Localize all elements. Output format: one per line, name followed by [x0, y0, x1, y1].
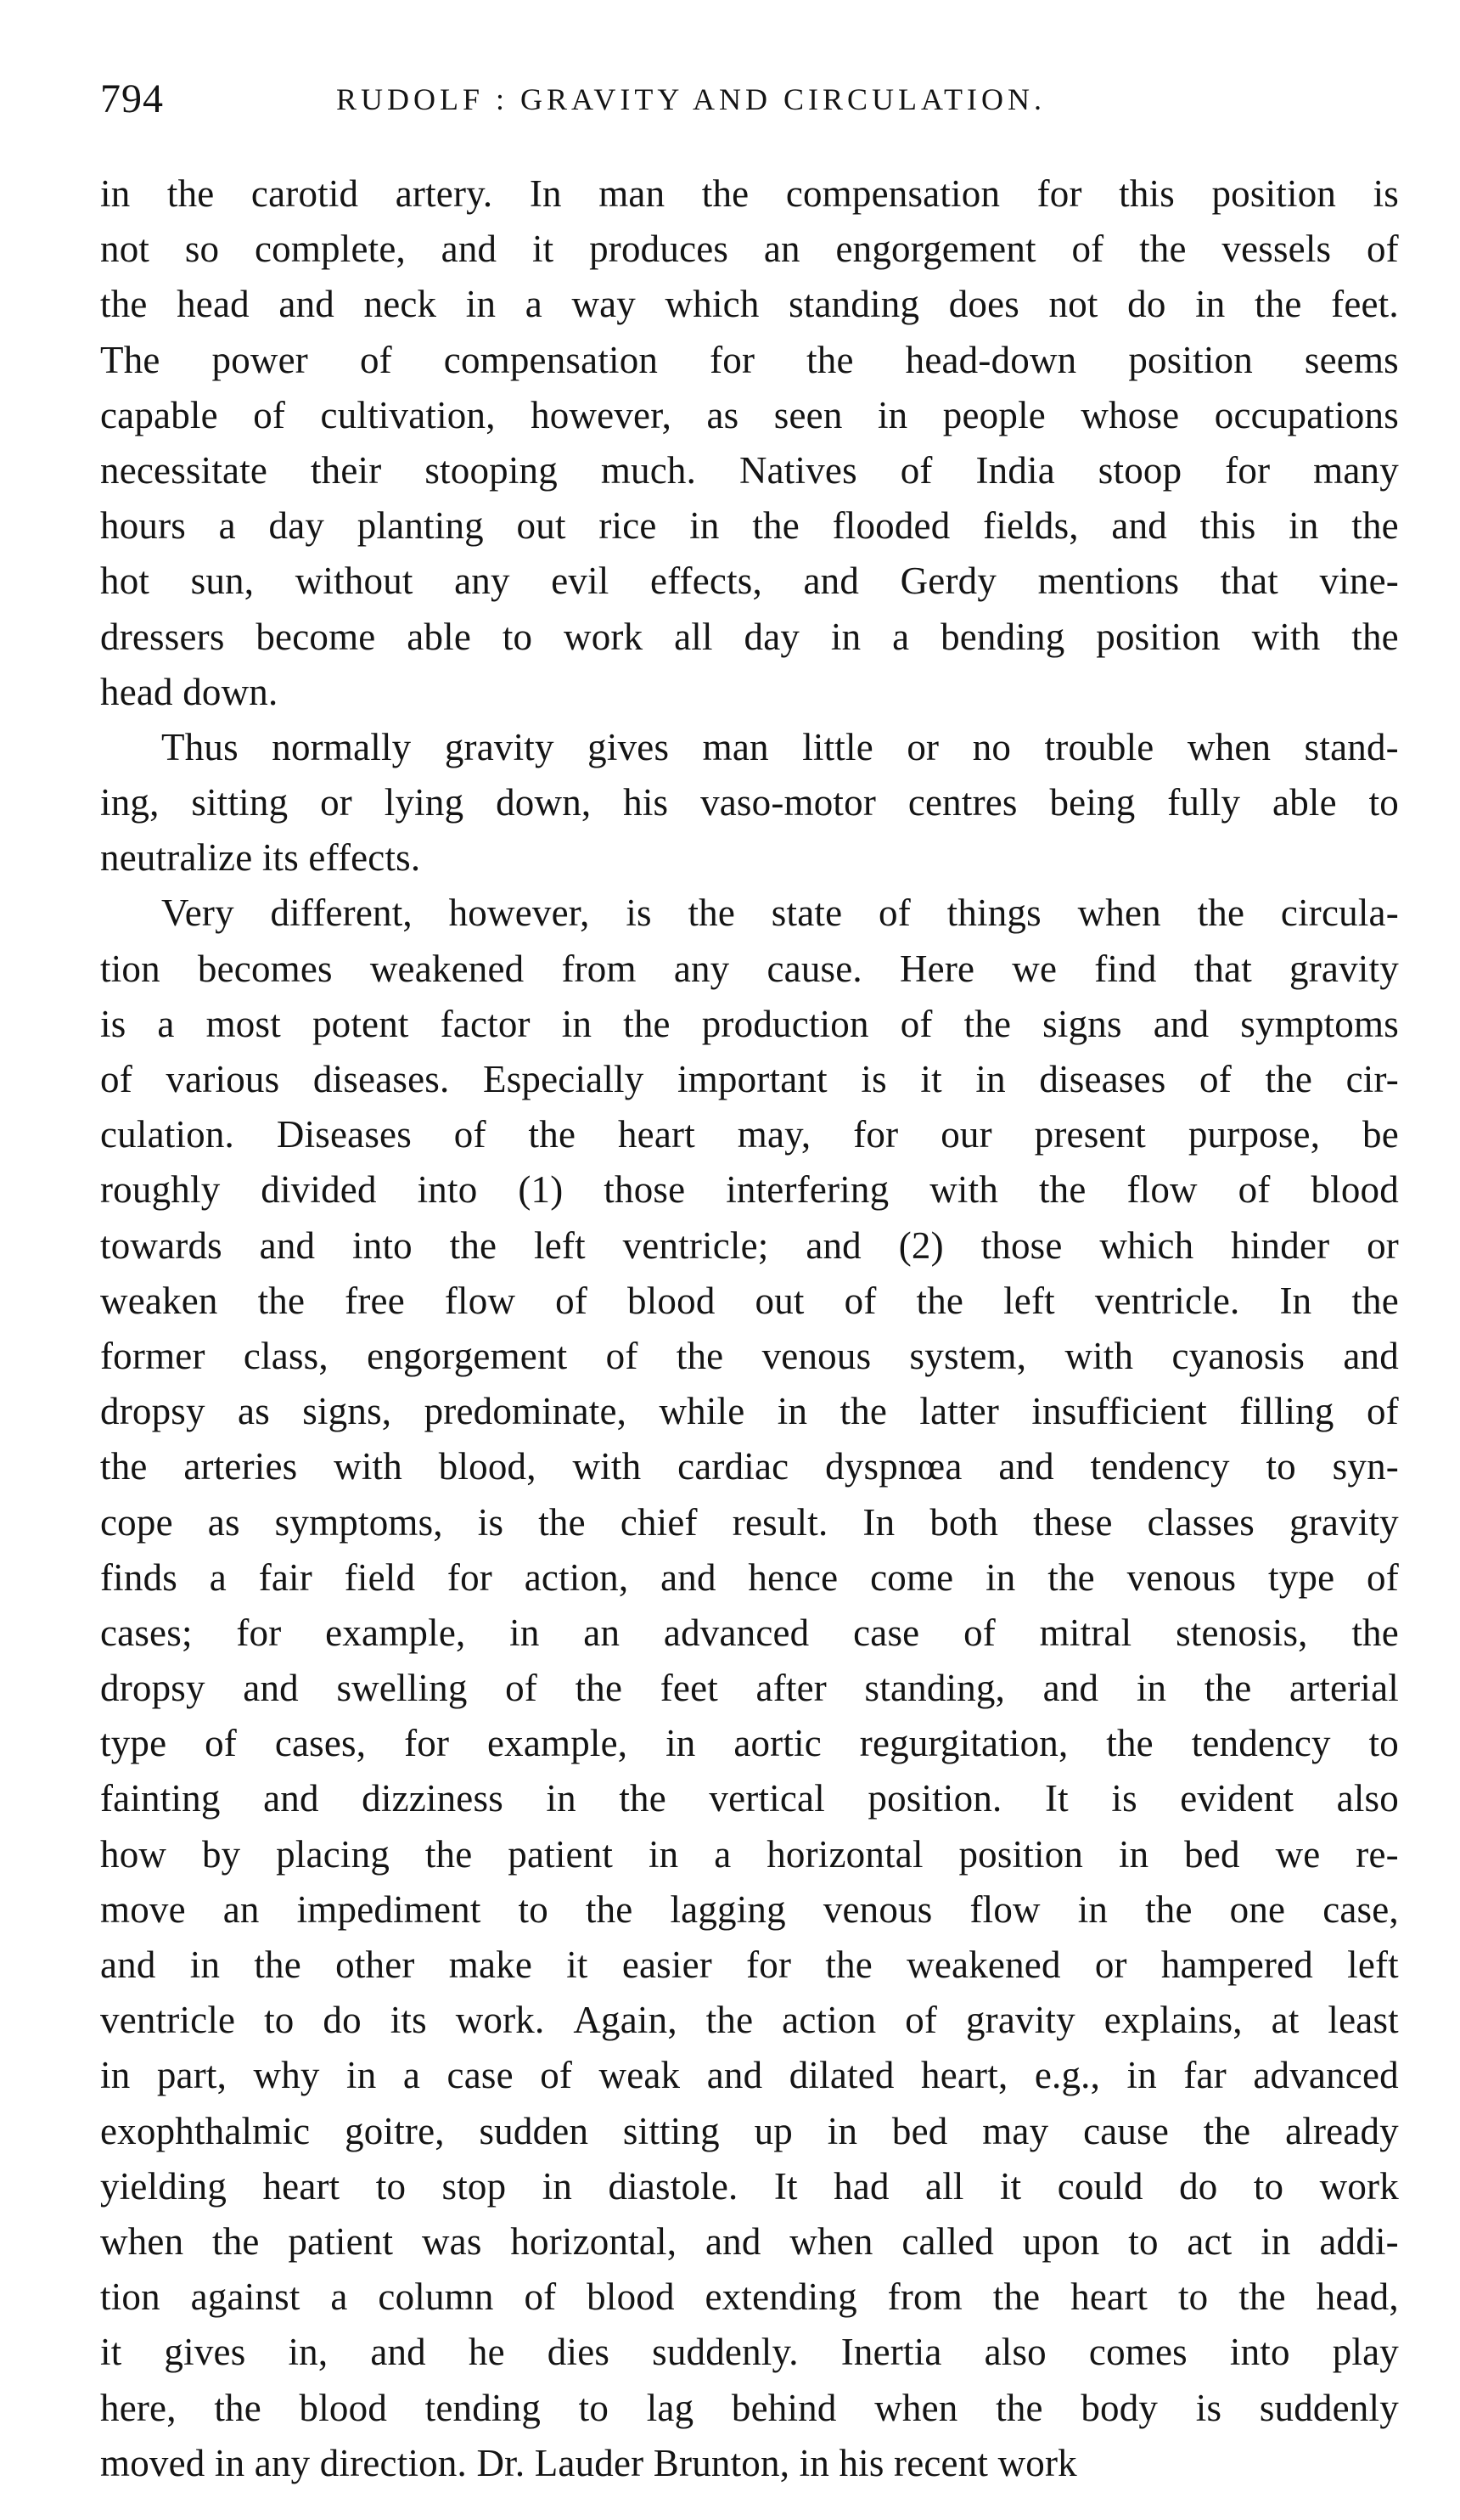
- text-line: dropsy as signs, predominate, while in the latter insufficient filling of: [100, 1390, 1399, 1433]
- text-line: how by placing the patient in a horizontal position in bed we re-: [100, 1832, 1399, 1876]
- page-number: 794: [100, 76, 164, 121]
- text-line: moved in any direction. Dr. Lauder Brunton, in his recent work: [100, 2441, 1077, 2484]
- text-line: dropsy and swelling of the feet after standing, and in the arterial: [100, 1667, 1399, 1710]
- text-line: when the patient was horizontal, and when called upon to act in addi-: [100, 2219, 1399, 2263]
- text-line: the head and neck in a way which standing does not do in the feet.: [100, 283, 1399, 326]
- text-line: tion against a column of blood extending from the heart to the head,: [100, 2275, 1399, 2319]
- text-line: The power of compensation for the head-down position seems: [100, 338, 1399, 381]
- text-line: dressers become able to work all day in a bending position with the: [100, 615, 1399, 658]
- text-line: cases; for example, in an advanced case of mitral stenosis, the: [100, 1611, 1399, 1654]
- text-line: roughly divided into (1) those interfering with the flow of blood: [100, 1168, 1399, 1212]
- body-text: [100, 166, 1399, 2491]
- text-line: Very different, however, is the state of things when the circula-: [161, 892, 1399, 935]
- text-line: move an impediment to the lagging venous flow in the one case,: [100, 1887, 1399, 1931]
- text-line: in the carotid artery. In man the compensation for this position is: [100, 172, 1399, 215]
- text-line: hot sun, without any evil effects, and Gerdy mentions that vine-: [100, 560, 1399, 603]
- text-line: ventricle to do its work. Again, the action of gravity explains, at least: [100, 1999, 1399, 2042]
- text-line: yielding heart to stop in diastole. It had all it could do to work: [100, 2164, 1399, 2208]
- text-line: exophthalmic goitre, sudden sitting up in bed may cause the already: [100, 2109, 1399, 2152]
- text-line: the arteries with blood, with cardiac dyspnœa and tendency to syn-: [100, 1445, 1399, 1488]
- text-line: it gives in, and he dies suddenly. Inertia also comes into play: [100, 2331, 1399, 2374]
- paragraph: [100, 886, 1399, 2490]
- text-line: Thus normally gravity gives man little or no trouble when stand-: [161, 725, 1399, 768]
- text-line: ing, sitting or lying down, his vaso-motor centres being fully able to: [100, 781, 1399, 824]
- text-line: capable of cultivation, however, as seen in people whose occupations: [100, 393, 1399, 436]
- text-line: and in the other make it easier for the weakened or hampered left: [100, 1943, 1399, 1986]
- text-line: neutralize its effects.: [100, 836, 421, 880]
- text-line: here, the blood tending to lag behind when the body is suddenly: [100, 2386, 1399, 2429]
- text-line: type of cases, for example, in aortic regurgitation, the tendency to: [100, 1722, 1399, 1765]
- text-line: weaken the free flow of blood out of the left ventricle. In the: [100, 1279, 1399, 1322]
- running-title: RUDOLF : GRAVITY AND CIRCULATION.: [336, 82, 1047, 116]
- running-head: [100, 70, 1399, 129]
- text-line: head down.: [100, 670, 278, 713]
- text-line: finds a fair field for action, and hence come in the venous type of: [100, 1555, 1399, 1599]
- text-line: culation. Diseases of the heart may, for our present purpose, be: [100, 1113, 1399, 1156]
- text-line: fainting and dizziness in the vertical position. It is evident also: [100, 1777, 1399, 1820]
- text-line: hours a day planting out rice in the flooded fields, and this in the: [100, 504, 1399, 548]
- text-line: not so complete, and it produces an engorgement of the vessels of: [100, 228, 1399, 271]
- paragraph: [100, 166, 1399, 720]
- text-line: former class, engorgement of the venous system, with cyanosis and: [100, 1334, 1399, 1377]
- text-line: necessitate their stooping much. Natives of India stoop for many: [100, 448, 1399, 492]
- text-line: tion becomes weakened from any cause. Here we find that gravity: [100, 947, 1399, 990]
- text-line: is a most potent factor in the production of the signs and symptoms: [100, 1002, 1399, 1045]
- text-line: cope as symptoms, is the chief result. In both these classes gravity: [100, 1500, 1399, 1544]
- paragraph: [100, 720, 1399, 886]
- text-line: towards and into the left ventricle; and (2) those which hinder or: [100, 1223, 1399, 1267]
- text-line: in part, why in a case of weak and dilated heart, e.g., in far advanced: [100, 2054, 1399, 2097]
- text-line: of various diseases. Especially important is it in diseases of the cir-: [100, 1058, 1399, 1100]
